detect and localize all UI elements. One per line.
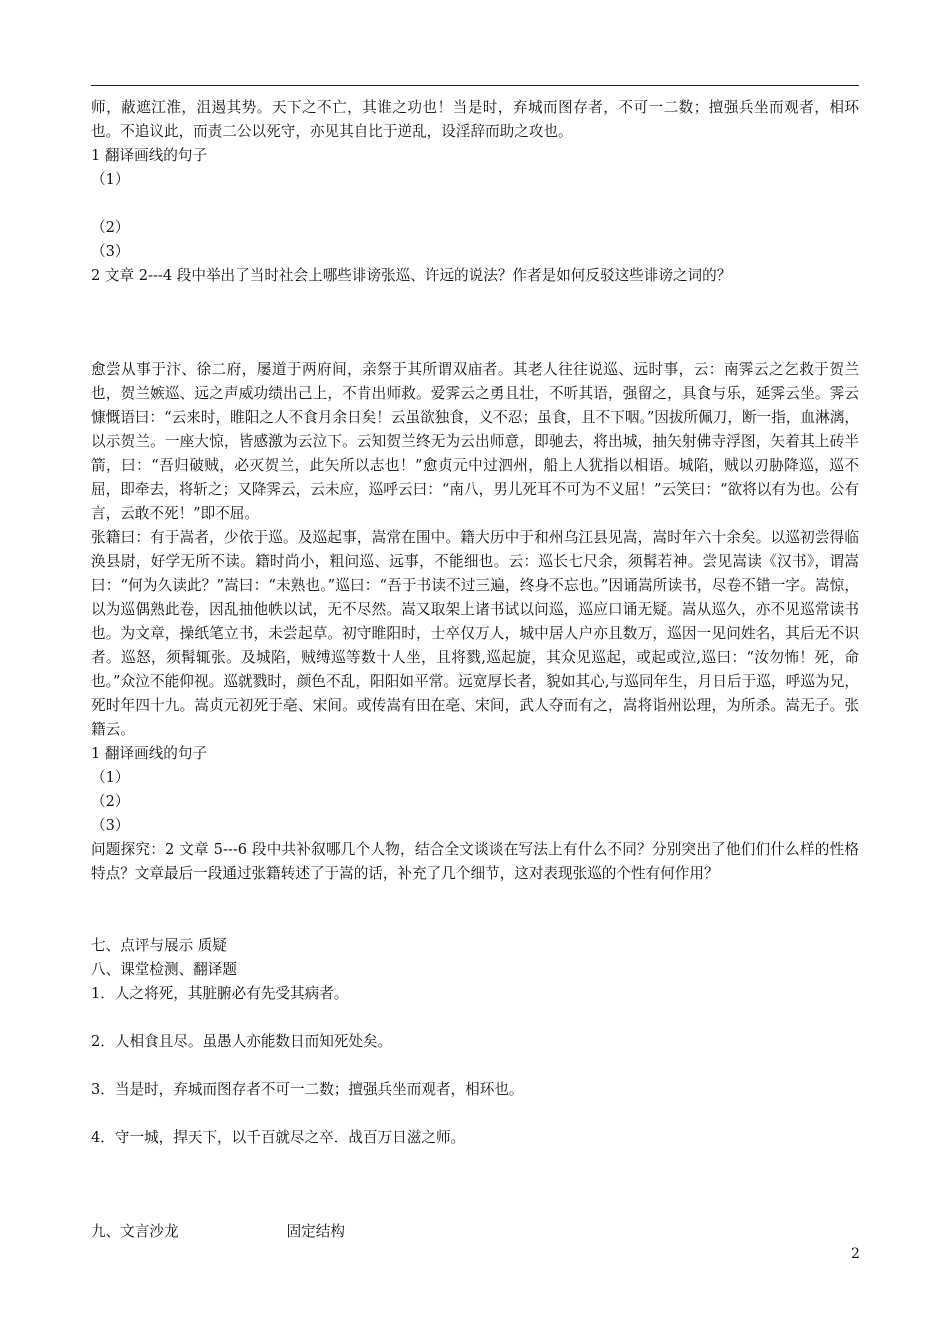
q2-text: 2 文章 2---4 段中举出了当时社会上哪些诽谤张巡、许远的说法？作者是如何反驳这些诽谤之词的？ <box>91 267 732 284</box>
q1b-item-1: （1） <box>91 769 130 786</box>
q1b-item-3: （3） <box>91 817 130 834</box>
page-number: 2 <box>851 1246 860 1262</box>
q1-item-1: （1） <box>91 171 130 188</box>
section-7-heading: 七、点评与展示 质疑 <box>91 937 227 954</box>
translate-item-2: 2．人相食且尽。虽愚人亦能数日而知死处矣。 <box>91 1033 393 1050</box>
header-rule <box>91 85 859 86</box>
q1-heading: 1 翻译画线的句子 <box>91 147 208 164</box>
q1-item-2: （2） <box>91 219 130 236</box>
top-paragraph: 师，蔽遮江淮，沮遏其势。天下之不亡，其谁之功也！当是时，弃城而图存者，不可一二数；擅强兵坐而观者，相环也。不追议此，而责二公以死守，亦见其自比于逆乱，设淫辞而助之攻也。 <box>91 99 859 140</box>
paragraph-zhang: 张籍曰：有于嵩者，少依于巡。及巡起事，嵩常在围中。籍大历中于和州乌江县见嵩，嵩时年六十余矣。以巡初尝得临涣县尉，好学无所不读。籍时尚小，粗问巡、远事，不能细也。云：巡长七尺余，须髯若神。尝见嵩读《汉书》，谓嵩曰：“何为久读此？”嵩曰：“未熟也。”巡曰：“吾于书读不过三遍，终身不忘也。”因诵嵩所读书，尽卷不错一字。嵩惊，以为巡偶熟此卷，因乱抽他帙以试，无不尽然。嵩又取架上诸书试以问巡，巡应口诵无疑。嵩从巡久，亦不见巡常读书也。为文章，操纸笔立书，未尝起草。初守睢阳时，士卒仅万人，城中居人户亦且数万，巡因一见问姓名，其后无不识者。巡怒，须髯辄张。及城陷，贼缚巡等数十人坐，且将戮,巡起旋，其众见巡起，或起或泣,巡曰：“汝勿怖！死，命也。”众泣不能仰视。巡就戮时，颜色不乱，阳阳如平常。远宽厚长者，貌如其心,与巡同年生，月日后于巡，呼巡为兄，死时年四十九。嵩贞元初死于亳、宋间。或传嵩有田在亳、宋间，武人夺而有之，嵩将诣州讼理，为所杀。嵩无子。张籍云。 <box>91 529 859 738</box>
question-explore: 问题探究：2 文章 5---6 段中共补叙哪几个人物，结合全文谈谈在写法上有什么不同？分别突出了他们们什么样的性格特点？文章最后一段通过张籍转述了于嵩的话，补充了几个细节，这对表现张巡的个性有何作用？ <box>91 841 859 882</box>
section-9-right: 固定结构 <box>286 1223 345 1240</box>
q1b-heading: 1 翻译画线的句子 <box>91 745 208 762</box>
q1b-item-2: （2） <box>91 793 130 810</box>
translate-item-3: 3．当是时，弃城而图存者不可一二数；擅强兵坐而观者，相环也。 <box>91 1081 524 1098</box>
section-9-label: 九、文言沙龙 <box>91 1223 179 1240</box>
q1-item-3: （3） <box>91 243 130 260</box>
section-9-heading <box>91 1220 859 1244</box>
translate-item-4: 4．守一城，捍天下，以千百就尽之卒．战百万日滋之师。 <box>91 1129 466 1146</box>
translate-item-1: 1．人之将死，其脏腑必有先受其病者。 <box>91 985 349 1002</box>
section-8-heading: 八、课堂检测、翻译题 <box>91 961 237 978</box>
paragraph-yu: 愈尝从事于汴、徐二府，屡道于两府间，亲祭于其所谓双庙者。其老人往往说巡、远时事，云：南霁云之乞救于贺兰也，贺兰嫉巡、远之声威功绩出己上，不肯出师救。爱霁云之勇且壮，不听其语，强留之，具食与乐，延霁云坐。霁云慷慨语曰：“云来时，睢阳之人不食月余日矣！云虽欲独食，义不忍；虽食，且不下咽。”因拔所佩刀，断一指，血淋漓，以示贺兰。一座大惊，皆感激为云泣下。云知贺兰终无为云出师意，即驰去，将出城，抽矢射佛寺浮图，矢着其上砖半箭，曰：“吾归破贼，必灭贺兰，此矢所以志也！”愈贞元中过泗州，船上人犹指以相语。城陷，贼以刃胁降巡，巡不屈，即牵去，将斩之；又降霁云，云未应，巡呼云曰：“南八，男儿死耳不可为不义屈！”云笑曰：“欲将以有为也。公有言，云敢不死！”即不屈。 <box>91 361 859 522</box>
document-body <box>91 96 859 1244</box>
